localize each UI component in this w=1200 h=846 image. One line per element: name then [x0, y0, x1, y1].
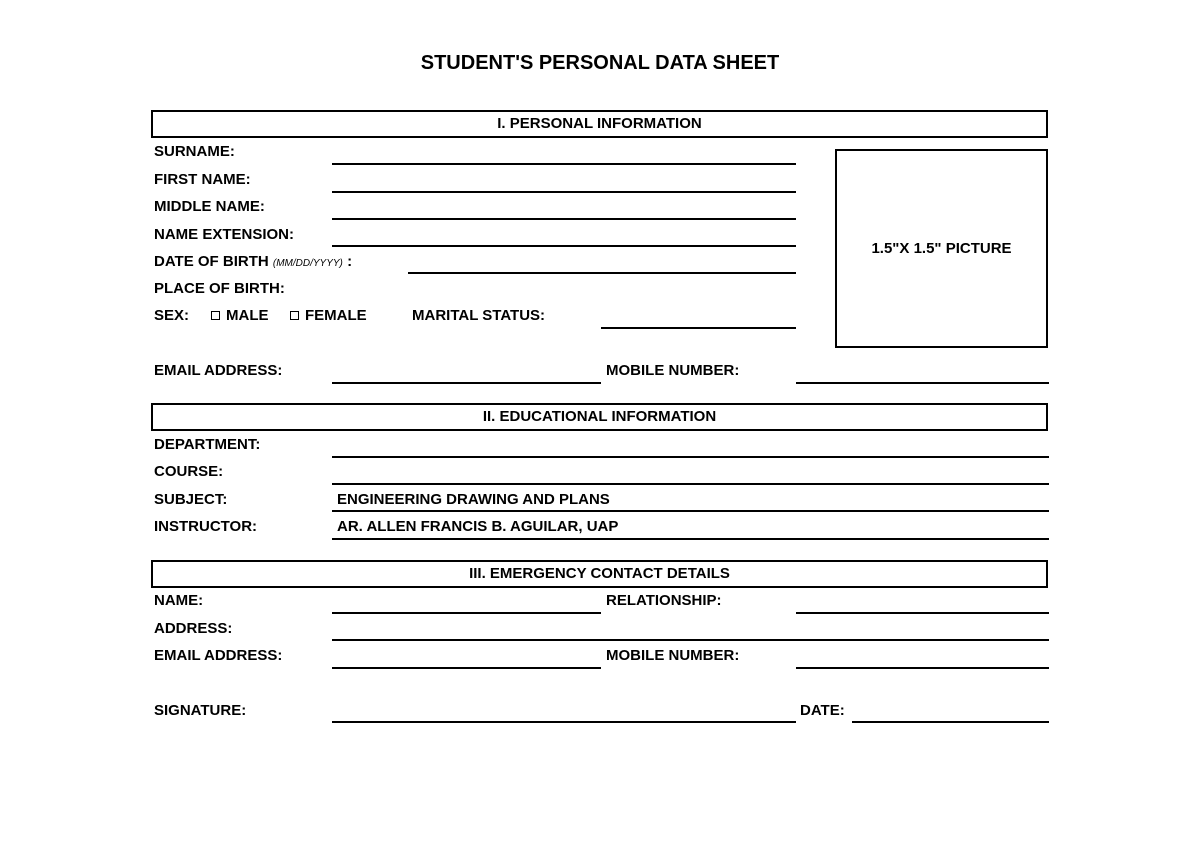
- section-header-personal: I. PERSONAL INFORMATION: [151, 110, 1048, 138]
- name-extension-field[interactable]: [332, 245, 796, 247]
- male-label: MALE: [226, 307, 269, 324]
- surname-label: SURNAME:: [154, 143, 235, 160]
- instructor-label: INSTRUCTOR:: [154, 518, 258, 535]
- mobile-number-field[interactable]: [796, 382, 1049, 384]
- date-of-birth-label: [154, 253, 352, 273]
- date-of-birth-colon: :: [347, 253, 353, 270]
- female-checkbox[interactable]: [290, 311, 299, 320]
- female-label: FEMALE: [305, 307, 367, 324]
- instructor-field[interactable]: [332, 538, 1049, 540]
- subject-label: SUBJECT:: [154, 491, 228, 508]
- male-checkbox[interactable]: [211, 311, 220, 320]
- department-label: DEPARTMENT:: [154, 436, 261, 453]
- relationship-field[interactable]: [796, 612, 1049, 614]
- emergency-email-label: EMAIL ADDRESS:: [154, 647, 283, 664]
- course-label: COURSE:: [154, 463, 224, 480]
- emergency-mobile-label: MOBILE NUMBER:: [606, 647, 740, 664]
- address-label: ADDRESS:: [154, 620, 233, 637]
- first-name-label: FIRST NAME:: [154, 171, 251, 188]
- middle-name-label: MIDDLE NAME:: [154, 198, 265, 215]
- subject-value: ENGINEERING DRAWING AND PLANS: [337, 491, 610, 508]
- department-field[interactable]: [332, 456, 1049, 458]
- sex-option-female[interactable]: [290, 307, 367, 325]
- emergency-mobile-field[interactable]: [796, 667, 1049, 669]
- mobile-number-label: MOBILE NUMBER:: [606, 362, 740, 379]
- section-header-emergency: III. EMERGENCY CONTACT DETAILS: [151, 560, 1048, 588]
- signature-field[interactable]: [332, 721, 796, 723]
- page-title: STUDENT'S PERSONAL DATA SHEET: [420, 52, 780, 74]
- marital-status-label: MARITAL STATUS:: [412, 307, 546, 324]
- picture-label: 1.5"X 1.5" PICTURE: [871, 240, 1012, 257]
- emergency-email-field[interactable]: [332, 667, 601, 669]
- relationship-label: RELATIONSHIP:: [606, 592, 722, 609]
- surname-field[interactable]: [332, 163, 796, 165]
- sex-label: SEX:: [154, 307, 190, 324]
- sex-option-male[interactable]: [211, 307, 269, 325]
- section-header-educational: II. EDUCATIONAL INFORMATION: [151, 403, 1048, 431]
- emergency-name-label: NAME:: [154, 592, 204, 609]
- course-field[interactable]: [332, 483, 1049, 485]
- signature-label: SIGNATURE:: [154, 702, 247, 719]
- subject-field[interactable]: [332, 510, 1049, 512]
- place-of-birth-label: PLACE OF BIRTH:: [154, 280, 285, 297]
- date-of-birth-text: DATE OF BIRTH: [154, 253, 269, 270]
- date-field[interactable]: [852, 721, 1049, 723]
- date-label: DATE:: [800, 702, 845, 719]
- date-of-birth-field[interactable]: [408, 272, 796, 274]
- instructor-value: AR. ALLEN FRANCIS B. AGUILAR, UAP: [337, 518, 619, 535]
- email-address-field[interactable]: [332, 382, 601, 384]
- marital-status-field[interactable]: [601, 327, 796, 329]
- picture-box[interactable]: [835, 149, 1048, 348]
- emergency-name-field[interactable]: [332, 612, 601, 614]
- name-extension-label: NAME EXTENSION:: [154, 226, 295, 243]
- middle-name-field[interactable]: [332, 218, 796, 220]
- first-name-field[interactable]: [332, 191, 796, 193]
- address-field[interactable]: [332, 639, 1049, 641]
- email-address-label: EMAIL ADDRESS:: [154, 362, 283, 379]
- date-format-hint: (MM/DD/YYYY): [272, 258, 343, 269]
